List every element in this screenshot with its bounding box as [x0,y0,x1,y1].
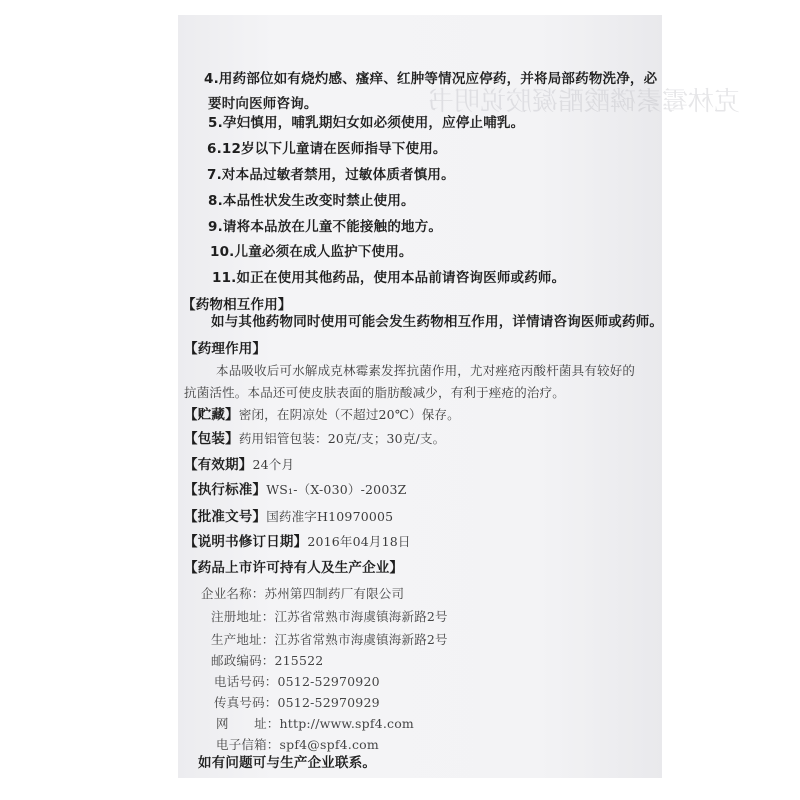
precaution-4-cont: 要时向医师咨询。 [208,96,318,112]
revision-value: 2016年04月18日 [307,534,411,549]
approval-value: 国药准字H10970005 [266,509,394,524]
pharmacology-heading: 【药理作用】 [184,341,267,357]
precaution-8: 8.本品性状发生改变时禁止使用。 [208,193,415,209]
precaution-5: 5.孕妇慎用，哺乳期妇女如必须使用，应停止哺乳。 [208,115,525,131]
storage-row [184,407,460,423]
bleed-through-text: 克林霉素磷酸酯凝胶说明书 [428,87,741,117]
validity-value: 24个月 [252,457,295,472]
storage-value: 密闭，在阴凉处（不超过20℃）保存。 [238,407,460,422]
standard-row [184,482,407,498]
standard-label: 【执行标准】 [184,482,267,498]
pharmacology-line-1: 本品吸收后可水解成克林霉素发挥抗菌作用，尤对痤疮丙酸杆菌具有较好的 [216,363,636,378]
package-label: 【包装】 [184,431,239,447]
precaution-6: 6.12岁以下儿童请在医师指导下使用。 [207,141,447,157]
registered-address: 注册地址：江苏省常熟市海虞镇海新路2号 [211,609,448,624]
revision-row [184,534,411,550]
approval-label: 【批准文号】 [184,509,267,525]
pharmacology-line-2: 抗菌活性。本品还可使皮肤表面的脂肪酸减少，有利于痤疮的治疗。 [184,385,566,400]
website: 网 址：http://www.spf4.com [216,716,414,731]
revision-label: 【说明书修订日期】 [184,534,308,550]
validity-row [184,457,294,473]
interactions-heading: 【药物相互作用】 [182,297,292,313]
approval-row [184,509,393,525]
leaflet-paper [178,15,741,778]
company-name: 企业名称：苏州第四制药厂有限公司 [201,586,405,601]
precaution-9: 9.请将本品放在儿童不能接触的地方。 [208,219,443,235]
phone-number: 电话号码：0512-52970920 [214,674,380,689]
interactions-text: 如与其他药物同时使用可能会发生药物相互作用，详情请咨询医师或药师。 [211,314,664,330]
precaution-4: 4.用药部位如有烧灼感、瘙痒、红肿等情况应停药，并将局部药物洗净，必 [204,71,658,87]
package-value: 药用铝管包装：20克/支；30克/支。 [238,431,446,446]
postal-code: 邮政编码：215522 [211,653,324,668]
precaution-10: 10.儿童必须在成人监护下使用。 [210,244,413,260]
standard-value: WS₁-（X-030）-2003Z [266,482,407,497]
contact-note: 如有问题可与生产企业联系。 [198,755,377,771]
precaution-11: 11.如正在使用其他药品，使用本品前请咨询医师或药师。 [212,270,566,286]
package-row [184,431,445,447]
holder-heading: 【药品上市许可持有人及生产企业】 [184,560,404,576]
email: 电子信箱：spf4@spf4.com [216,737,379,752]
storage-label: 【贮藏】 [184,407,239,423]
precaution-7: 7.对本品过敏者禁用，过敏体质者慎用。 [207,167,455,183]
validity-label: 【有效期】 [184,457,253,473]
production-address: 生产地址：江苏省常熟市海虞镇海新路2号 [211,632,448,647]
fax-number: 传真号码：0512-52970929 [214,695,380,710]
